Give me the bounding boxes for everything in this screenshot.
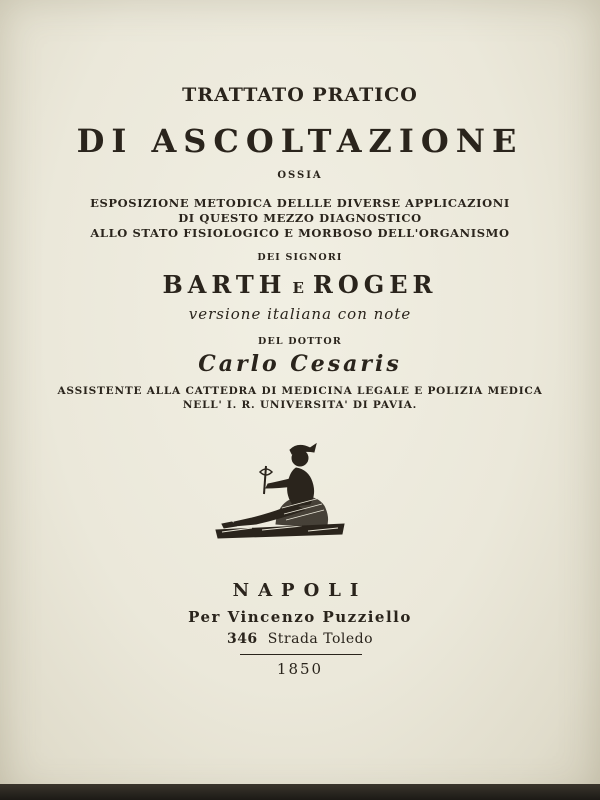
description-line-2: DI QUESTO MEZZO DIAGNOSTICO [178,211,422,225]
imprint-rule [240,654,362,655]
main-title: DI ASCOLTAZIONE [76,122,524,160]
translator-role-2: NELL' I. R. UNIVERSITA' DI PAVIA. [182,399,418,411]
author-conjunction: E [292,279,307,297]
description-line-3: ALLO STATO FISIOLOGICO E MORBOSO DELL'ORGANISMO [90,226,510,240]
imprint-publisher: Per Vincenzo Puzziello [188,608,412,626]
authors-line [0,270,600,299]
seated-mercury-engraving-icon [212,438,348,542]
page-bottom-edge [0,784,600,800]
imprint-year: 1850 [276,660,324,678]
ossia-line: OSSIA [277,170,323,181]
address-number: 346 [226,631,258,647]
description-line-1: ESPOSIZIONE METODICA DELLLE DIVERSE APPLICAZIONI [90,196,510,210]
authors-intro: DEI SIGNORI [257,252,343,263]
translation-note: versione italiana con note [188,305,412,323]
author-roger: ROGER [312,270,438,299]
translator-name: Carlo Cesaris [198,351,402,377]
subtitle-line: TRATTATO PRATICO [182,84,418,106]
translator-intro: DEL DOTTOR [258,336,342,347]
translator-role-1: ASSISTENTE ALLA CATTEDRA DI MEDICINA LEGALE E POLIZIA MEDICA [57,385,543,397]
imprint-address [0,631,600,647]
author-barth: BARTH [162,270,287,299]
imprint-city: NAPOLI [232,580,368,601]
address-street: Strada Toledo [267,631,374,647]
